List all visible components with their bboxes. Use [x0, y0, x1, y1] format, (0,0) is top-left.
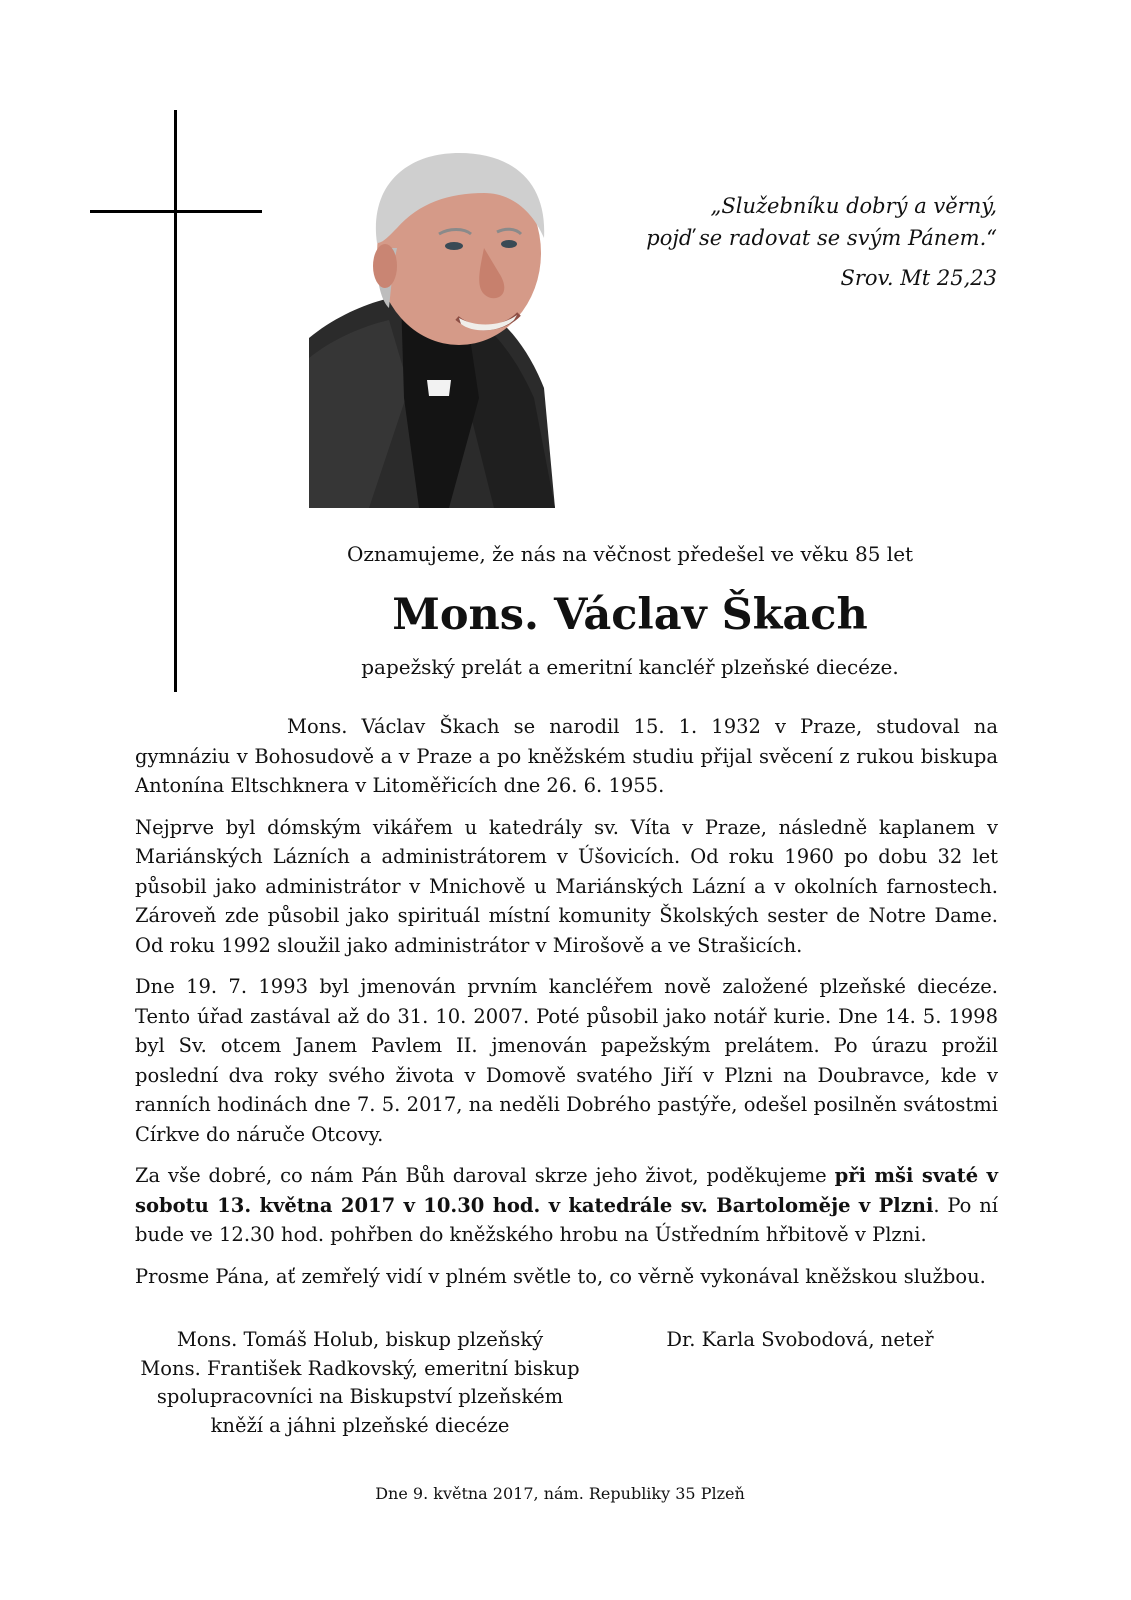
- signature-bishop: Mons. Tomáš Holub, biskup plzeňský: [176, 1328, 544, 1351]
- signatures-left: [130, 1326, 590, 1440]
- announcement-line: Oznamujeme, že nás na věčnost předešel ve věku 85 let: [346, 542, 914, 566]
- quote-reference: Srov. Mt 25,23: [840, 266, 997, 290]
- portrait-illustration: [309, 148, 555, 508]
- deceased-role: papežský prelát a emeritní kancléř plzeňské diecéze.: [361, 655, 899, 679]
- cross-vertical-bar: [174, 110, 177, 692]
- signature-niece: Dr. Karla Svobodová, neteř: [666, 1328, 934, 1351]
- cross-horizontal-bar: [90, 210, 262, 213]
- signature-clergy: kněží a jáhni plzeňské diecéze: [210, 1413, 510, 1437]
- bible-quote: [600, 190, 997, 294]
- paragraph-career: Nejprve byl dómským vikářem u katedrály sv. Víta v Praze, následně kaplanem v Mariánských Lázních a administrátorem v Úšovicích. Od roku 1960 po dobu 32 let působil jako administrátor v Mnichově u Mariánských Lázní a v okolních farnostech. Zároveň zde působil jako spirituál místní komunity Školských sester de Notre Dame. Od roku 1992 sloužil jako administrátor v Mirošově a ve Strašicích.: [135, 815, 998, 957]
- paragraph-biography: Mons. Václav Škach se narodil 15. 1. 1932 v Praze, studoval na gymnáziu v Bohosudově a v Praze a po kněžském studiu přijal svěcení z rukou biskupa Antonína Eltschknera v Litoměřicích dne 26. 6. 1955.: [135, 715, 998, 797]
- signature-coworkers: spolupracovníci na Biskupství plzeňském: [156, 1385, 564, 1408]
- obituary-body: [135, 712, 998, 1303]
- paragraph-funeral: [135, 1161, 998, 1250]
- paragraph-prayer: Prosme Pána, ať zemřelý vidí v plném světle to, co věrně vykonával kněžskou službou.: [135, 1264, 986, 1288]
- quote-line-2: pojď se radovat se svým Pánem.“: [646, 226, 997, 250]
- paragraph-chancellor: Dne 19. 7. 1993 byl jmenován prvním kancléřem nově založené plzeňské diecéze. Tento úřad zastával až do 31. 10. 2007. Poté působil jako notář kurie. Dne 14. 5. 1998 byl Sv. otcem Janem Pavlem II. jmenován papežským prelátem. Po úrazu prožil poslední dva roky svého života v Domově svatého Jiří v Plzni na Doubravce, kde v ranních hodinách dne 7. 5. 2017, na neděli Dobrého pastýře, odešel posilněn svátostmi Církve do náruče Otcovy.: [135, 975, 998, 1146]
- funeral-mass-details: při mši svaté v sobotu 13. května 2017 v 10.30 hod. v katedrále sv. Bartoloměje v Plzni: [135, 1164, 998, 1217]
- footer-date-address: Dne 9. května 2017, nám. Republiky 35 Plzeň: [375, 1484, 745, 1503]
- deceased-name: Mons. Václav Škach: [392, 590, 868, 640]
- funeral-text-start: Za vše dobré, co nám Pán Bůh daroval skrze jeho život, poděkujeme: [135, 1164, 835, 1187]
- signature-emeritus-bishop: Mons. František Radkovský, emeritní biskup: [140, 1356, 580, 1380]
- portrait-photo: [309, 148, 555, 508]
- funeral-text-end: . Po ní bude ve 12.30 hod. pohřben do kněžského hrobu na Ústředním hřbitově v Plzni.: [135, 1193, 998, 1246]
- quote-line-1: „Služebníku dobrý a věrný,: [710, 194, 997, 218]
